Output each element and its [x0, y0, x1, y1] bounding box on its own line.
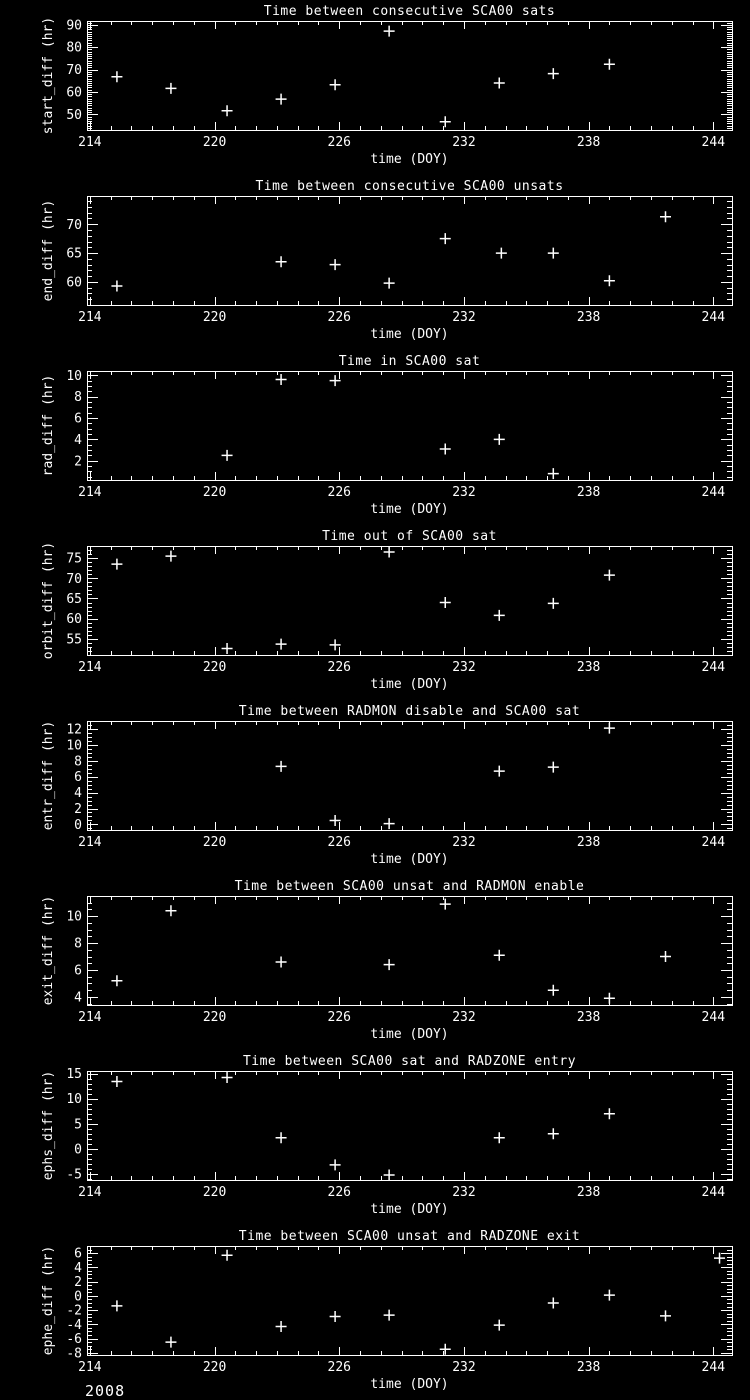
data-points	[222, 374, 559, 479]
y-tick-label: 70	[66, 63, 82, 79]
y-tick-label: 90	[66, 18, 82, 34]
x-tick-label: 238	[576, 1185, 601, 1200]
y-tick-label: 50	[66, 107, 82, 123]
y-tick-label: 75	[66, 551, 82, 567]
y-tick-label: 4	[74, 1260, 82, 1276]
x-axis-label: time (DOY)	[370, 1202, 449, 1217]
x-tick-label: 244	[701, 1010, 726, 1025]
y-axis-label: exit_diff (hr)	[41, 895, 56, 1006]
chart-title: Time out of SCA00 sat	[322, 529, 497, 544]
plot-box	[88, 1072, 733, 1181]
x-tick-label: 214	[78, 1185, 102, 1200]
x-axis-ticks	[91, 546, 714, 655]
plot-ephe-diff	[0, 1225, 750, 1400]
x-tick-label: 238	[576, 485, 601, 500]
x-tick-label: 220	[202, 835, 227, 850]
y-tick-label: -5	[66, 1167, 82, 1183]
x-tick-label: 238	[576, 835, 601, 850]
y-tick-label: 2	[74, 1275, 82, 1291]
y-tick-label: 65	[66, 246, 82, 262]
y-tick-label: 0	[74, 817, 82, 833]
y-tick-label: 60	[66, 612, 82, 628]
chart-title: Time between SCA00 unsat and RADZONE exit	[238, 1229, 581, 1244]
x-tick-label: 214	[78, 660, 102, 675]
ephe-diff-chart	[0, 1225, 750, 1400]
x-axis-ticks	[91, 371, 714, 480]
end-diff-chart	[0, 175, 750, 350]
y-tick-label: 60	[66, 275, 82, 291]
y-axis-ticks	[87, 24, 732, 131]
y-tick-label: 5	[74, 1117, 82, 1133]
x-tick-label: 238	[576, 310, 601, 325]
x-axis-ticks	[91, 196, 714, 305]
x-axis-label: time (DOY)	[370, 677, 449, 692]
x-tick-label: 226	[327, 1185, 352, 1200]
exit-diff-chart	[0, 875, 750, 1050]
plot-box	[88, 197, 733, 306]
y-tick-label: 60	[66, 85, 82, 101]
y-tick-label: 0	[74, 1142, 82, 1158]
x-tick-label: 232	[452, 1360, 476, 1375]
x-tick-label: 220	[202, 1010, 227, 1025]
chart-title: Time between SCA00 unsat and RADMON enable	[234, 879, 585, 894]
x-tick-label: 232	[452, 1010, 476, 1025]
y-tick-label: 10	[66, 909, 82, 925]
x-tick-label: 214	[78, 1010, 102, 1025]
y-tick-label: 4	[74, 786, 82, 802]
x-tick-label: 226	[327, 1360, 352, 1375]
plot-rad-diff	[0, 350, 750, 525]
y-tick-label: 2	[74, 454, 82, 470]
x-tick-label: 220	[202, 1360, 227, 1375]
x-tick-label: 226	[327, 310, 352, 325]
x-tick-label: 232	[452, 660, 476, 675]
data-points	[111, 1072, 614, 1180]
x-tick-label: 232	[452, 135, 476, 150]
y-tick-label: 4	[74, 990, 82, 1006]
x-tick-label: 238	[576, 1360, 601, 1375]
x-tick-label: 238	[576, 1010, 601, 1025]
x-tick-label: 226	[327, 660, 352, 675]
y-axis-ticks	[87, 202, 732, 306]
y-axis-label: ephs_diff (hr)	[41, 1070, 56, 1181]
y-tick-label: 8	[74, 936, 82, 952]
chart-title: Time between RADMON disable and SCA00 sat	[238, 704, 581, 719]
x-axis-ticks	[91, 21, 714, 130]
y-axis-ticks	[87, 722, 732, 829]
x-tick-label: 244	[701, 1185, 726, 1200]
y-axis-ticks	[87, 376, 732, 478]
plot-box	[88, 1247, 733, 1356]
x-tick-label: 220	[202, 1185, 227, 1200]
x-tick-label: 232	[452, 485, 476, 500]
footer-year-label: 2008	[85, 1382, 126, 1400]
y-axis-ticks	[87, 547, 732, 656]
data-points	[111, 26, 614, 128]
y-tick-label: -6	[66, 1332, 82, 1348]
plot-box	[88, 547, 733, 656]
chart-title: Time in SCA00 sat	[338, 354, 481, 369]
y-axis-label: orbit_diff (hr)	[41, 541, 56, 660]
y-tick-label: 10	[66, 1092, 82, 1108]
x-axis-label: time (DOY)	[370, 152, 449, 167]
plot-box	[88, 372, 733, 481]
y-tick-label: 6	[74, 770, 82, 786]
y-tick-label: 55	[66, 632, 82, 648]
entr-diff-chart	[0, 700, 750, 875]
x-axis-ticks	[91, 1071, 714, 1180]
y-axis-ticks	[87, 1247, 732, 1354]
ephs-diff-chart	[0, 1050, 750, 1225]
plot-start-diff	[0, 0, 750, 175]
chart-title: Time between SCA00 sat and RADZONE entry	[242, 1054, 577, 1069]
y-tick-label: 10	[66, 368, 82, 384]
y-tick-label: 70	[66, 571, 82, 587]
x-tick-label: 244	[701, 835, 726, 850]
x-axis-label: time (DOY)	[370, 1377, 449, 1392]
y-tick-label: 70	[66, 217, 82, 233]
orbit-diff-chart	[0, 525, 750, 700]
x-tick-label: 214	[78, 485, 102, 500]
x-tick-label: 244	[701, 310, 726, 325]
y-tick-label: 8	[74, 390, 82, 406]
data-points	[111, 547, 614, 654]
x-tick-label: 214	[78, 835, 102, 850]
x-tick-label: 238	[576, 135, 601, 150]
x-tick-label: 244	[701, 135, 726, 150]
y-axis-label: ephe_diff (hr)	[41, 1245, 56, 1356]
chart-title: Time between consecutive SCA00 sats	[263, 4, 556, 19]
x-tick-label: 220	[202, 485, 227, 500]
x-tick-label: 220	[202, 310, 227, 325]
data-points	[276, 723, 615, 829]
plot-entr-diff	[0, 700, 750, 875]
y-axis-ticks	[87, 1075, 732, 1180]
x-tick-label: 214	[78, 1360, 102, 1375]
rad-diff-chart	[0, 350, 750, 525]
y-tick-label: 0	[74, 1289, 82, 1305]
chart-title: Time between consecutive SCA00 unsats	[255, 179, 564, 194]
y-axis-label: end_diff (hr)	[41, 199, 56, 302]
y-tick-label: -2	[66, 1303, 82, 1319]
y-axis-label: entr_diff (hr)	[41, 720, 56, 831]
x-tick-label: 232	[452, 1185, 476, 1200]
y-tick-label: -4	[66, 1317, 82, 1333]
y-tick-label: -8	[66, 1346, 82, 1362]
y-tick-label: 6	[74, 411, 82, 427]
x-tick-label: 220	[202, 660, 227, 675]
x-tick-label: 244	[701, 485, 726, 500]
x-tick-label: 214	[78, 310, 102, 325]
x-tick-label: 214	[78, 135, 102, 150]
y-tick-label: 65	[66, 592, 82, 608]
x-axis-label: time (DOY)	[370, 327, 449, 342]
plot-end-diff	[0, 175, 750, 350]
y-axis-label: start_diff (hr)	[41, 16, 56, 135]
plot-ephs-diff	[0, 1050, 750, 1225]
x-tick-label: 226	[327, 485, 352, 500]
plot-box	[88, 22, 733, 131]
x-axis-ticks	[91, 896, 714, 1005]
start-diff-chart	[0, 0, 750, 175]
y-tick-label: 10	[66, 738, 82, 754]
x-tick-label: 244	[701, 660, 726, 675]
x-axis-label: time (DOY)	[370, 1027, 449, 1042]
x-axis-label: time (DOY)	[370, 852, 449, 867]
y-tick-label: 12	[66, 722, 82, 738]
x-tick-label: 232	[452, 835, 476, 850]
plot-orbit-diff	[0, 525, 750, 700]
x-axis-label: time (DOY)	[370, 502, 449, 517]
x-tick-label: 226	[327, 835, 352, 850]
x-tick-label: 238	[576, 660, 601, 675]
plot-box	[88, 897, 733, 1006]
y-tick-label: 2	[74, 802, 82, 818]
y-axis-label: rad_diff (hr)	[41, 374, 56, 477]
y-tick-label: 15	[66, 1067, 82, 1083]
y-axis-ticks	[87, 897, 732, 1005]
y-tick-label: 6	[74, 963, 82, 979]
data-points	[111, 211, 671, 291]
x-axis-ticks	[91, 1246, 714, 1355]
x-tick-label: 244	[701, 1360, 726, 1375]
y-tick-label: 4	[74, 432, 82, 448]
x-tick-label: 220	[202, 135, 227, 150]
data-points	[111, 1250, 725, 1355]
y-tick-label: 8	[74, 754, 82, 770]
plot-box	[88, 722, 733, 831]
data-points	[111, 899, 671, 1004]
y-tick-label: 80	[66, 40, 82, 56]
x-axis-ticks	[91, 721, 714, 830]
x-tick-label: 226	[327, 1010, 352, 1025]
y-tick-label: 6	[74, 1246, 82, 1262]
plot-exit-diff	[0, 875, 750, 1050]
x-tick-label: 226	[327, 135, 352, 150]
x-tick-label: 232	[452, 310, 476, 325]
